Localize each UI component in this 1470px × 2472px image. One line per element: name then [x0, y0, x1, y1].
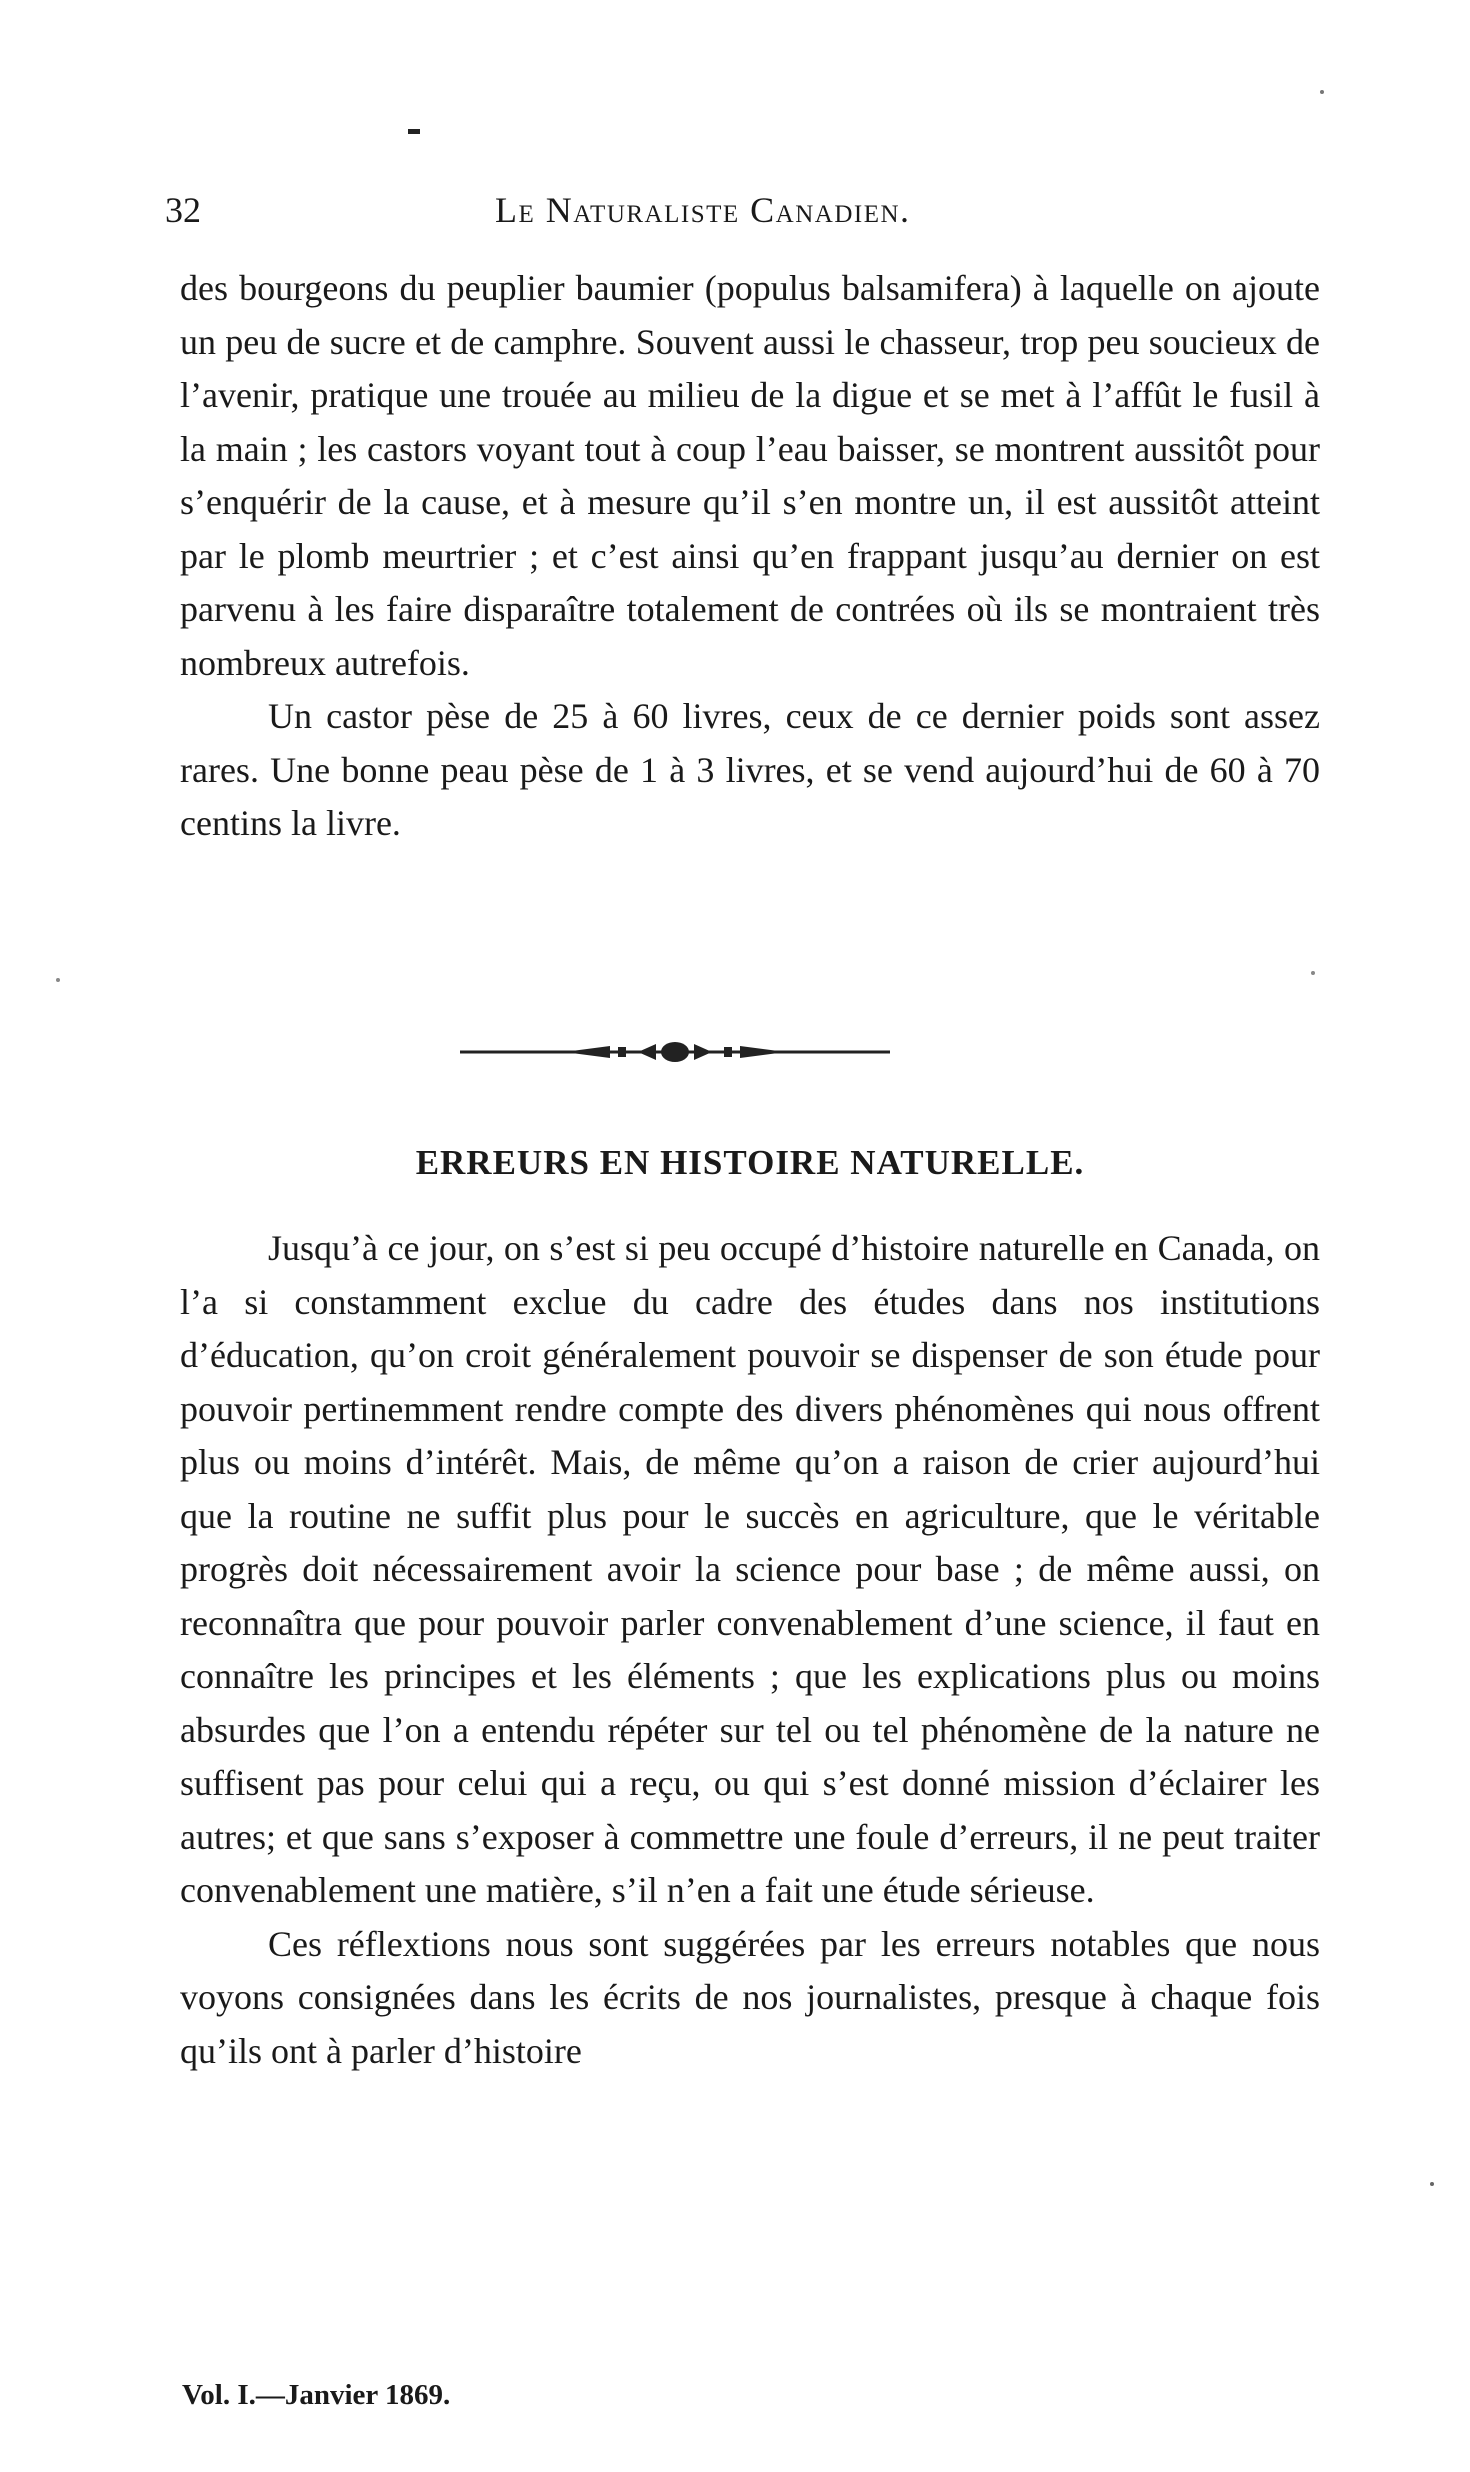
- body-paragraph: Un castor pèse de 25 à 60 livres, ceux de ce dernier poids sont assez rares. Une bonne peau pèse de 1 à 3 livres, et se vend aujourd’hui de 60 à 70 centins la livre.: [180, 696, 1320, 843]
- section-title: ERREURS EN HISTOIRE NATURELLE.: [415, 1143, 1085, 1182]
- section-paragraph: Ces réflextions nous sont suggérées par les erreurs notables que nous voyons consignées dans les écrits de nos journalistes, presque à chaque fois qu’ils ont à parler d’histoire: [180, 1923, 1320, 2071]
- section-divider-ornament: [460, 1040, 890, 1064]
- body-paragraph: des bourgeons du peuplier baumier (populus balsamifera) à laquelle on ajoute un peu de sucre et de camphre. Souvent aussi le chasseur, trop peu soucieux de l’avenir, pratique une trouée au milieu de la digue et se met à l’affût le fusil à la main ; les castors voyant tout à coup l’eau baisser, se montrent aussitôt pour s’enquérir de la cause, et à mesure qu’il s’en montre un, il est aussitôt atteint par le plomb meurtrier ; et c’est ainsi qu’en frappant jusqu’au dernier on est parvenu à les faire disparaître totalement de contrées où ils se montraient très nombreux autrefois.: [180, 268, 1320, 683]
- section-body: [180, 1222, 1320, 2078]
- running-head: [165, 180, 1330, 240]
- footer-signature: Vol. I.—Janvier 1869.: [182, 2379, 451, 2411]
- page-number: 32: [165, 190, 201, 230]
- article-continuation: [180, 262, 1320, 851]
- section-paragraph: Jusqu’à ce jour, on s’est si peu occupé d’histoire naturelle en Canada, on l’a si constamment exclue du cadre des études dans nos institutions d’éducation, qu’on croit généralement pouvoir se dispenser de son étude pour pouvoir pertinemment rendre compte des divers phénomènes qui nous offrent plus ou moins d’intérêt. Mais, de même qu’on a raison de crier aujourd’hui que la routine ne suffit plus pour le succès en agriculture, que le véritable progrès doit nécessairement avoir la science pour base ; de même aussi, on reconnaîtra que pour pouvoir parler convenablement d’une science, il faut en connaître les principes et les éléments ; que les explications plus ou moins absurdes que l’on a entendu répéter sur tel ou tel phénomène de la nature ne suffisent pas pour celui qui a reçu, ou qui s’est donné mission d’éclairer les autres; et que sans s’exposer à commettre une foule d’erreurs, il ne peut traiter convenablement une matière, s’il n’en a fait une étude sérieuse.: [180, 1228, 1320, 1910]
- journal-title: Le Naturaliste Canadien.: [495, 190, 911, 230]
